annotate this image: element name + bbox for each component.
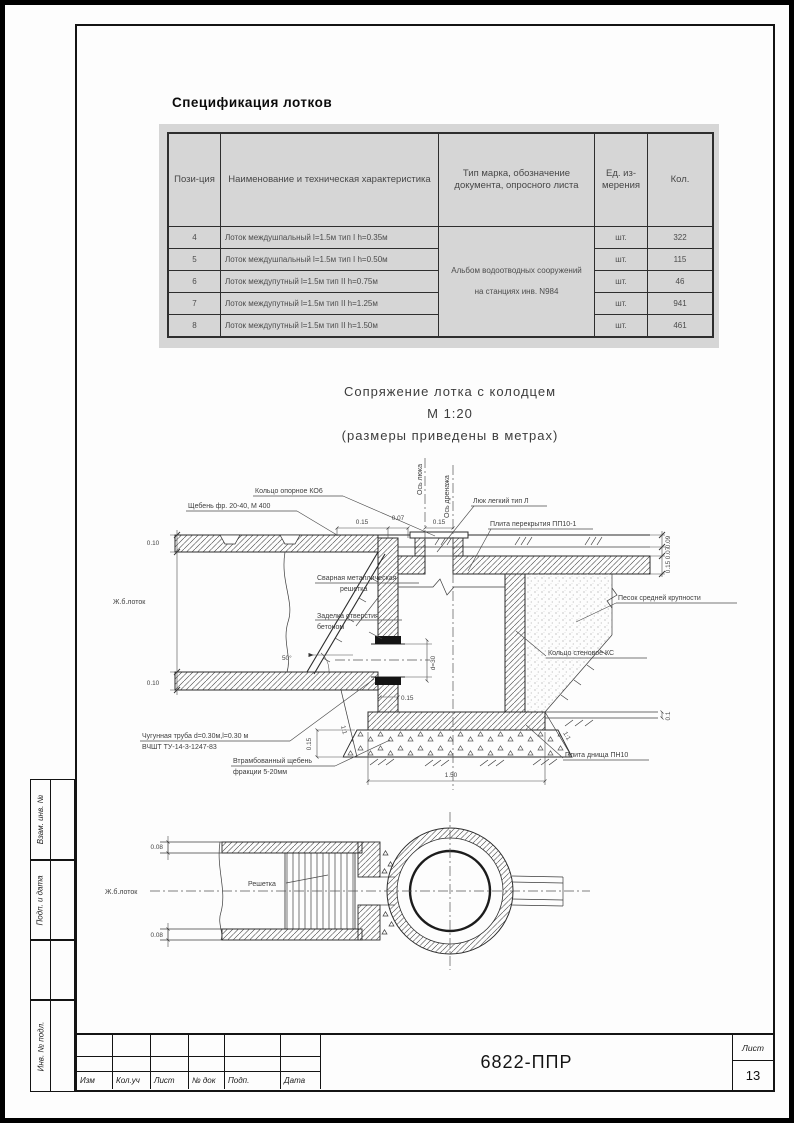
titleblock-cell — [113, 1057, 151, 1072]
stamp-empty-cell — [51, 941, 74, 999]
axis-label-manhole: Ось люка — [417, 464, 424, 495]
sheet-box — [732, 1035, 773, 1090]
sheet-label: Лист — [733, 1035, 773, 1061]
label-sand: Песок средней крупности — [618, 595, 701, 602]
slope-label-left: 1:1 — [339, 724, 349, 736]
titleblock-cell — [225, 1035, 281, 1057]
cell-doc-merged — [439, 227, 595, 337]
spec-heading: Спецификация лотков — [172, 95, 333, 110]
support-ring — [415, 538, 425, 556]
cell-pos: 4 — [169, 227, 221, 249]
stamp-label: Инв. № подл. — [36, 1021, 46, 1071]
stamp-label-cell — [31, 780, 51, 859]
titleblock-label-podp: Подп. — [225, 1072, 281, 1089]
cell-pos: 6 — [169, 271, 221, 293]
drawing-title-line3: (размеры приведены в метрах) — [341, 428, 559, 443]
stamp-label-cell — [31, 941, 51, 999]
cell-name: Лоток междупутный l=1.5м тип II h=0.75м — [221, 271, 439, 293]
section-and-plan-drawing — [85, 450, 775, 990]
spec-row — [169, 227, 713, 249]
well-bottom-slab — [368, 712, 545, 730]
dim-bottom-width: 1.50 — [444, 772, 458, 779]
label-gravel-m400: Щебень фр. 20-40, М 400 — [188, 503, 271, 510]
label-compacted-gravel-1: Втрамбованный щебень — [233, 758, 313, 765]
cell-qty: 115 — [648, 249, 713, 271]
dim-left-top: 0.10 — [146, 540, 160, 547]
dim-top-3: 0.15 — [432, 519, 446, 526]
titleblock-cell — [189, 1035, 225, 1057]
label-compacted-gravel-2: фракции 5-20мм — [233, 769, 288, 776]
cell-unit: шт. — [595, 315, 648, 337]
titleblock-cell — [77, 1035, 113, 1057]
cell-pos: 8 — [169, 315, 221, 337]
cell-name: Лоток междушпальный l=1.5м тип I h=0.35м — [221, 227, 439, 249]
sand-fill — [525, 574, 615, 712]
well-left-wall-lower — [378, 683, 398, 712]
cell-unit: шт. — [595, 293, 648, 315]
plan-wall-top — [222, 842, 362, 853]
drawing-title-line1: Сопряжение лотка с колодцем — [343, 384, 557, 399]
dim-right-2: 0.07 — [665, 546, 672, 560]
titleblock-cell — [281, 1035, 321, 1057]
dim-left-bottom: 0.10 — [146, 680, 160, 687]
label-channel-section: Ж.б.лоток — [113, 599, 146, 606]
col-header-qty: Кол. — [648, 134, 713, 227]
titleblock-label-koluch: Кол.уч — [113, 1072, 151, 1089]
titleblock-label-ndok: № док — [189, 1072, 225, 1089]
stamp-section-blank — [30, 940, 75, 1000]
stamp-label: Подп. и дата — [36, 874, 45, 926]
titleblock-label-data: Дата — [281, 1072, 321, 1089]
titleblock-cell — [189, 1057, 225, 1072]
slope-label-right: 1:1 — [561, 730, 572, 742]
cell-unit: шт. — [595, 271, 648, 293]
stamp-section-inv — [30, 1000, 75, 1092]
dim-pipe-diameter: d=30 — [430, 655, 437, 671]
left-top-slab — [175, 535, 378, 552]
label-cover-plate: Плита перекрытия ПП10-1 — [490, 521, 577, 528]
pipe-seal-bottom — [375, 677, 401, 685]
stamp-section-vzam — [30, 779, 75, 860]
stamp-label-cell — [31, 861, 51, 939]
cell-name: Лоток междупутный l=1.5м тип II h=1.50м — [221, 315, 439, 337]
col-header-name: Наименование и техническая характеристика — [221, 134, 439, 227]
document-number: 6822-ППР — [480, 1052, 573, 1072]
manhole-cover — [410, 532, 468, 538]
well-left-wall-upper — [378, 538, 398, 638]
angle-label: 50° — [282, 655, 292, 662]
dim-right-1: 0.09 — [665, 535, 672, 549]
stamp-label-cell — [31, 1001, 51, 1091]
break-line — [398, 579, 505, 595]
stamp-empty-cell — [51, 780, 74, 859]
title-block-grid — [77, 1035, 321, 1090]
cell-qty: 322 — [648, 227, 713, 249]
axis-label-drain: Ось дренажа — [444, 475, 451, 518]
label-opening-seal-2: бетоном — [317, 624, 345, 631]
col-header-unit: Ед. из-мерения — [595, 134, 648, 227]
titleblock-cell — [77, 1057, 113, 1072]
cell-name: Лоток междупутный l=1.5м тип II h=1.25м — [221, 293, 439, 315]
channel-break-wave — [284, 552, 290, 672]
dim-top-2: 0.07 — [391, 515, 405, 522]
stamp-label: Взам. инв. № — [36, 794, 46, 845]
label-opening-seal-1: Заделка отверстия — [317, 613, 379, 620]
label-cast-iron-pipe-1: Чугунная труба d=0.30м,l=0.30 м — [142, 733, 249, 740]
cell-qty: 941 — [648, 293, 713, 315]
cover-plate-left — [398, 556, 425, 574]
cell-pos: 7 — [169, 293, 221, 315]
channel-bottom-slab — [175, 672, 378, 690]
doc-line2: на станциях инв. N984 — [474, 286, 559, 296]
label-grating-plan: Решетка — [248, 881, 276, 888]
left-dim-ticks — [170, 532, 180, 693]
stamp-empty-cell — [51, 1001, 74, 1091]
dim-pipe-below: 0.15 — [401, 695, 414, 702]
titleblock-label-izm: Изм — [77, 1072, 113, 1089]
gravel-layer — [343, 730, 572, 757]
titleblock-cell — [151, 1035, 189, 1057]
titleblock-label-list: Лист — [151, 1072, 189, 1089]
titleblock-cell — [281, 1057, 321, 1072]
plan-junction-bottom — [358, 905, 380, 940]
dim-right-3: 0.15 — [665, 560, 672, 574]
dim-plan-bottom: 0.08 — [150, 932, 163, 939]
sheet-number: 13 — [745, 1068, 761, 1083]
label-cast-iron-pipe-2: ВЧШТ ТУ-14-3-1247-83 — [142, 744, 217, 751]
titleblock-cell — [151, 1057, 189, 1072]
label-welded-grating-1: Сварная металлическая — [317, 575, 397, 582]
drawing-title-line2: М 1:20 — [427, 406, 473, 421]
titleblock-cell — [225, 1057, 281, 1072]
cell-pos: 5 — [169, 249, 221, 271]
well-right-wall — [505, 574, 525, 712]
label-welded-grating-2: решетка — [340, 586, 368, 593]
cover-plate-right — [453, 556, 650, 574]
cell-name: Лоток междушпальный l=1.5м тип I h=0.50м — [221, 249, 439, 271]
stamp-section-podp — [30, 860, 75, 940]
cell-qty: 46 — [648, 271, 713, 293]
label-manhole: Люк легкий тип Л — [473, 498, 529, 505]
stamp-empty-cell — [51, 861, 74, 939]
support-ring — [453, 538, 463, 556]
cell-unit: шт. — [595, 249, 648, 271]
plan-wall-bottom — [222, 929, 362, 940]
label-channel-plan: Ж.б.лоток — [105, 889, 138, 896]
doc-line1: Альбом водоотводных сооружений — [451, 265, 582, 275]
col-header-pos: Пози-ция — [169, 134, 221, 227]
label-wall-ring: Кольцо стеновое КС — [548, 650, 615, 657]
titleblock-cell — [113, 1035, 151, 1057]
plan-junction-top — [358, 842, 380, 877]
spec-header-row — [169, 134, 713, 227]
title-block — [75, 1033, 775, 1092]
label-support-ring: Кольцо опорное КО6 — [255, 488, 323, 495]
spec-table — [168, 133, 713, 337]
right-dim-ticks — [650, 532, 665, 577]
dim-ground-right: 0.1 — [665, 711, 672, 721]
label-bottom-plate: Плита днища ПН10 — [565, 752, 629, 759]
dim-top-1: 0.15 — [355, 519, 369, 526]
col-header-doc: Тип марка, обозначение документа, опросного листа — [439, 134, 595, 227]
dim-gravel-height: 0.15 — [306, 737, 313, 751]
cell-unit: шт. — [595, 227, 648, 249]
cell-qty: 461 — [648, 315, 713, 337]
dim-plan-top: 0.08 — [150, 844, 163, 851]
grating-line — [307, 552, 378, 672]
